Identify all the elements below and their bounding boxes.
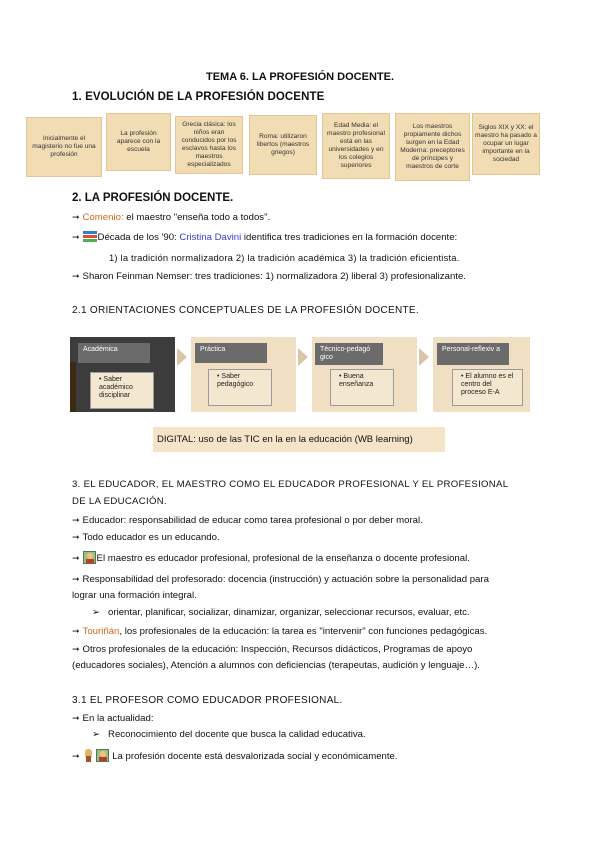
- arrow-icon: ➞: [72, 626, 80, 636]
- traditions-list: 1) la tradición normalizadora 2) la tradición académica 3) la tradición eficientista.: [109, 252, 460, 263]
- stage-practica-body: • Saber pedagógico: [208, 369, 272, 406]
- formacion-line: lograr una formación integral.: [72, 590, 197, 601]
- tourinan-name: Touriñán: [82, 626, 120, 637]
- maestro-line: [72, 551, 470, 565]
- timeline-box-3: Grecia clásica: los niños eran conducidos por los esclavos hasta los maestros especializados: [175, 116, 243, 174]
- davini-line: [72, 231, 457, 244]
- stage-personal-head: Personal-reflexiv a: [437, 343, 509, 365]
- davini-post: identifica tres tradiciones en la formación docente:: [241, 232, 458, 243]
- arrow-icon: ➞: [72, 212, 80, 222]
- section2-heading: 2. LA PROFESIÓN DOCENTE.: [72, 192, 234, 204]
- davini-pre: Década de los '90:: [97, 232, 180, 243]
- timeline-box-4: Roma: utilizaron libertos (maestros griegos): [249, 115, 317, 175]
- stage-personal-body: • El alumno es el centro del proceso E-A: [452, 369, 523, 406]
- tourinan-line: [72, 625, 487, 638]
- nemser-text: Sharon Feinman Nemser: tres tradiciones: 1) normalizadora 2) liberal 3) profesionalizante.: [82, 271, 466, 282]
- stage-academica-body: • Saber académico disciplinar: [90, 372, 154, 409]
- davini-name: Cristina Davini: [179, 232, 242, 243]
- stage-academica-head: Académica: [78, 343, 150, 363]
- bullet-icon: ➢: [92, 607, 101, 618]
- otros-text: Otros profesionales de la educación: Inspección, Recursos didácticos, Programas de apoyo: [82, 644, 473, 655]
- teacher-icon: [96, 749, 109, 762]
- section21-heading: 2.1 ORIENTACIONES CONCEPTUALES DE LA PROFESIÓN DOCENTE.: [72, 305, 419, 316]
- educando-text: Todo educador es un educando.: [82, 532, 220, 543]
- maestro-text: El maestro es educador profesional, profesional de la enseñanza o docente profesional.: [96, 553, 470, 564]
- responsabilidad-text: Responsabilidad del profesorado: docencia (instrucción) y actuación sobre la personalidad para: [82, 574, 489, 585]
- books-icon: [83, 231, 97, 242]
- timeline-box-5: Edad Media: el maestro profesional está en las universidades y en los colegios superiores: [322, 113, 390, 179]
- funciones-text: orientar, planificar, socializar, dinamizar, organizar, seleccionar recursos, evaluar, etc.: [108, 607, 470, 618]
- teacher-icon: [83, 551, 96, 564]
- stage-practica-head: Práctica: [195, 343, 267, 363]
- reconocimiento-text: Reconocimiento del docente que busca la calidad educativa.: [108, 729, 366, 740]
- otros-line-2: (educadores sociales), Atención a alumnos con deficiencias (terapeutas, audición y lenguaje…).: [72, 660, 480, 671]
- arrow-icon: ➞: [72, 751, 80, 761]
- responsabilidad-line: [72, 573, 489, 586]
- digital-banner: DIGITAL: uso de las TIC en la en la educación (WB learning): [153, 427, 445, 452]
- desvalorizada-line: [72, 749, 398, 763]
- stage-tecnico-body: • Buena enseñanza: [330, 369, 394, 406]
- section3-heading-line2: DE LA EDUCACIÓN.: [72, 496, 167, 507]
- otros-line: [72, 643, 472, 656]
- comenio-line: [72, 211, 270, 224]
- stage-tecnico-head: Técnico-pedagó gico: [315, 343, 383, 365]
- arrow-icon: ➞: [72, 515, 80, 525]
- timeline-box-6: Los maestros propiamente dichos surgen en la Edad Moderna: preceptores de príncipes y maestros de corte: [395, 113, 470, 181]
- bullet-icon: ➢: [92, 729, 101, 740]
- arrow-icon: ➞: [72, 232, 80, 242]
- section1-heading: 1. EVOLUCIÓN DE LA PROFESIÓN DOCENTE: [72, 91, 325, 103]
- educador-text: Educador: responsabilidad de educar como tarea profesional o por deber moral.: [82, 515, 423, 526]
- educador-line: [72, 514, 423, 527]
- nemser-line: [72, 270, 466, 283]
- arrow-icon: ➞: [72, 553, 80, 563]
- timeline-box-7: Siglos XIX y XX: el maestro ha pasado a ocupar un lugar importante en la sociedad: [472, 113, 540, 175]
- timeline-box-1: Inicialmente el magisterio no fue una profesión: [26, 117, 102, 177]
- timeline-box-2: La profesión aparece con la escuela: [106, 113, 171, 171]
- arrow-icon: ➞: [72, 713, 80, 723]
- reconocimiento-line: [92, 729, 366, 741]
- tourinan-text: , los profesionales de la educación: la tarea es "intervenir" con funciones pedagógicas.: [119, 626, 488, 637]
- comenio-name: Comenio:: [82, 212, 124, 223]
- arrow-icon: ➞: [72, 644, 80, 654]
- funciones-line: [92, 607, 470, 619]
- actualidad-text: En la actualidad:: [82, 713, 154, 724]
- arrow-icon: ➞: [72, 574, 80, 584]
- comenio-text: el maestro "enseña todo a todos".: [123, 212, 271, 223]
- educando-line: [72, 531, 220, 544]
- section31-heading: 3.1 EL PROFESOR COMO EDUCADOR PROFESIONAL.: [72, 695, 343, 706]
- section3-heading-line1: 3. EL EDUCADOR, EL MAESTRO COMO EL EDUCADOR PROFESIONAL Y EL PROFESIONAL: [72, 479, 509, 490]
- arrow-icon: ➞: [72, 271, 80, 281]
- thumbs-down-icon: [83, 749, 94, 762]
- desvalorizada-text: La profesión docente está desvalorizada social y económicamente.: [112, 751, 398, 762]
- page-title: TEMA 6. LA PROFESIÓN DOCENTE.: [205, 71, 395, 83]
- actualidad-line: [72, 712, 153, 725]
- arrow-icon: ➞: [72, 532, 80, 542]
